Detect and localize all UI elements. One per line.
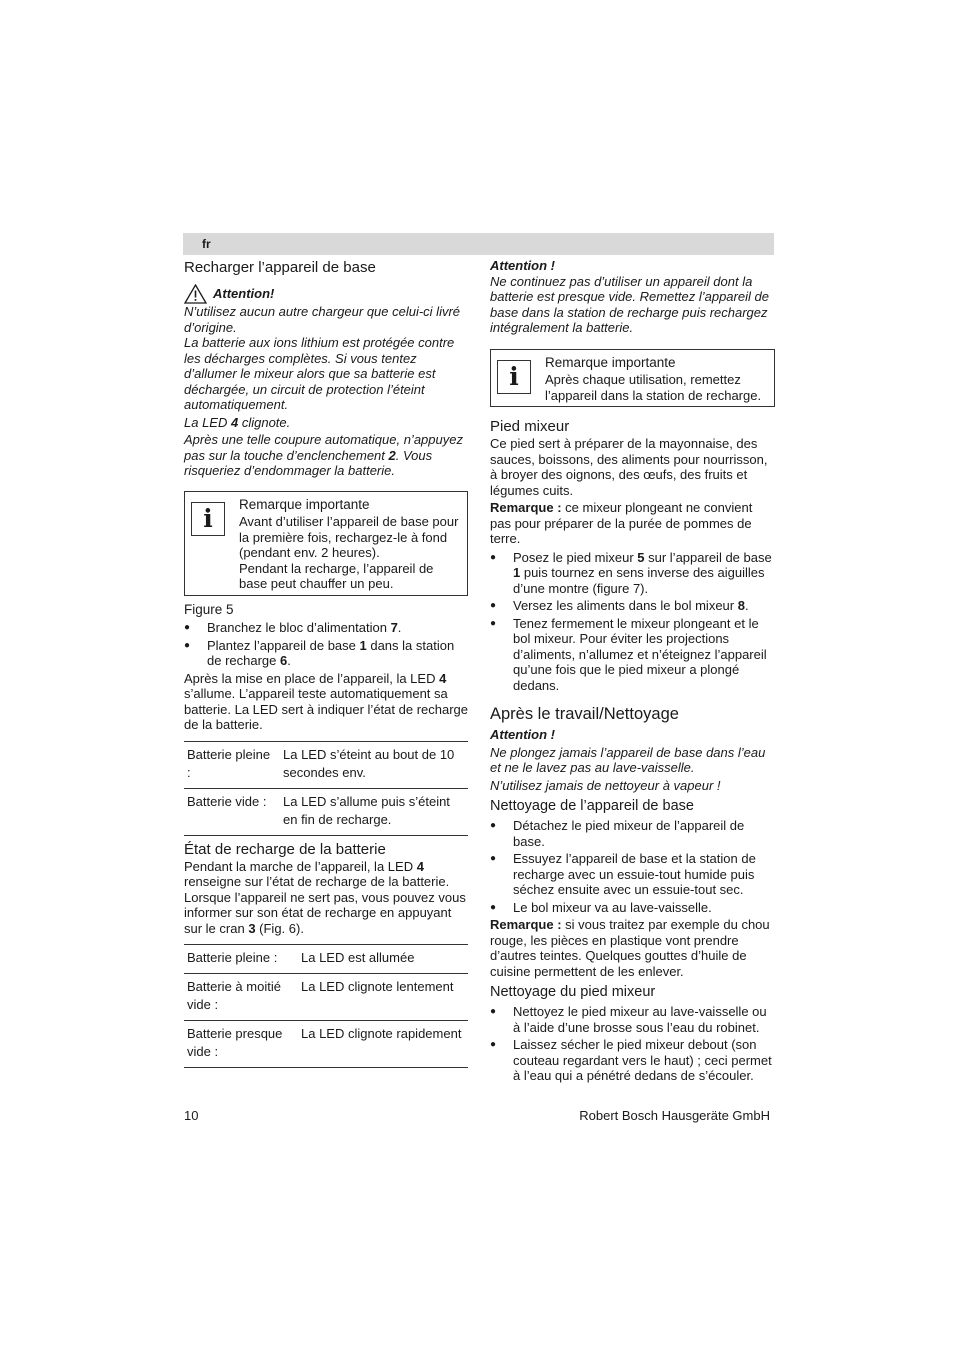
bullet-list [490,818,775,915]
table-cell: La LED s’allume puis s’éteint en fin de recharge. [283,793,450,827]
section-heading-recharge: Recharger l’appareil de base [184,259,376,276]
section-heading-pied: Pied mixeur [490,418,570,435]
table-row [184,788,468,835]
table-cell: La LED s’éteint au bout de 10 secondes env. [283,746,455,780]
table-cell: Batterie presque vide : [187,1026,283,1059]
list-item: ● Tenez fermement le mixeur plongeant et le bol mixeur. Pour éviter les projections d’aliments, n’allumez et n’éteignez l’appareil qu’une fois que le pied mixeur a plongé dedans. [490,616,775,694]
note-text: Avant d’utiliser l’appareil de base pour la première fois, rechargez-le à fond (pendant env. 2 heures). [239,514,459,560]
led-table-state [184,944,468,1068]
left-column [184,258,468,1068]
bullet-list [490,1004,775,1084]
table-row [184,1021,468,1068]
table-cell: La LED clignote lentement [301,979,454,994]
table-row [184,741,468,788]
info-icon: i [191,502,225,536]
bullet-list [184,620,468,669]
attention-label: Attention! [213,286,275,302]
subheading-nettoyage-pied: Nettoyage du pied mixeur [490,984,656,1000]
language-bar [183,233,774,255]
attention-text: Après une telle coupure automatique, n’appuyez pas sur la touche d’enclenchement 2. Vous risqueriez d’endommager la batterie. [184,432,463,478]
table-cell: La LED clignote rapidement [301,1026,462,1041]
table-cell: Batterie vide : [187,793,267,809]
list-item: ● Détachez le pied mixeur de l’appareil de base. [490,818,775,849]
led-table-charging [184,741,468,836]
list-item: ● Versez les aliments dans le bol mixeur 8. [490,598,775,614]
list-item: ● Plantez l’appareil de base 1 dans la station de recharge 6. [184,638,468,669]
paragraph: Après la mise en place de l’appareil, la LED 4 s’allume. L’appareil teste automatiquement sa batterie. La LED sert à indiquer l’état de recharge de la batterie. [184,670,469,732]
table-row [184,945,468,974]
important-note-box [490,349,775,408]
info-icon: i [497,360,531,394]
subheading-nettoyage-base: Nettoyage de l’appareil de base [490,798,694,814]
bullet-list [490,550,775,694]
footer-company: Robert Bosch Hausgeräte GmbH [579,1108,770,1123]
list-item: ● Le bol mixeur va au lave-vaisselle. [490,900,775,916]
attention-text: Ne plongez jamais l’appareil de base dans l’eau et ne le lavez pas au lave-vaisselle. [490,744,766,775]
list-item: ● Branchez le bloc d’alimentation 7. [184,620,468,636]
section-heading-apres: Après le travail/Nettoyage [490,705,679,723]
attention-row [184,284,468,304]
paragraph: Remarque : ce mixeur plongeant ne convient pas pour préparer de la purée de pommes de terre. [490,500,753,546]
important-note-box [184,491,468,596]
attention-label: Attention ! [490,727,555,742]
section-heading-etat: État de recharge de la batterie [184,840,386,858]
list-item: ● Essuyez l’appareil de base et la station de recharge avec un essuie-tout humide puis séchez ensuite avec un essuie-tout sec. [490,851,775,898]
table-row [184,974,468,1021]
attention-text: La LED 4 clignote. [184,414,291,430]
paragraph: Pendant la marche de l’appareil, la LED 4 renseigne sur l’état de recharge de la batterie. Lorsque l’appareil ne sert pas, vous pouvez vous informer sur son état de recharge en appuyant sur le cran 3 (Fig. 6). [184,858,466,936]
note-text: Pendant la recharge, l’appareil de base peut chauffer un peu. [239,560,434,591]
note-text: Après chaque utilisation, remettez l’appareil dans la station de recharge. [545,372,762,403]
figure-label: Figure 5 [184,601,234,617]
attention-text: Ne continuez pas d’utiliser un appareil dont la batterie est presque vide. Remettez l’appareil de base dans la station de recharge puis rechargez intégralement la batterie. [490,273,769,335]
table-cell: Batterie pleine : [187,746,271,780]
list-item: ● Laissez sécher le pied mixeur debout (son couteau regardant vers le haut) ; ceci permet à l’eau qui a pénétré dedans de s’écouler. [490,1037,775,1084]
note-title: Remarque importante [545,354,676,370]
list-item: ● Nettoyez le pied mixeur au lave-vaisselle ou à l’aide d’une brosse sous l’eau du robinet. [490,1004,775,1035]
attention-label: Attention ! [490,258,555,273]
table-cell: Batterie à moitié vide : [187,979,281,1012]
table-cell: Batterie pleine : [187,950,278,965]
attention-text: N’utilisez jamais de nettoyeur à vapeur ! [490,777,721,793]
note-title: Remarque importante [239,496,370,512]
table-cell: La LED est allumée [301,950,415,965]
page-number: 10 [184,1108,199,1123]
warning-triangle-icon [184,284,207,304]
paragraph: Remarque : si vous traitez par exemple du chou rouge, les pièces en plastique vont prendre d’autres teintes. Quelques gouttes d’huile de cuisine permettent de les enlever. [490,917,770,979]
language-code: fr [202,237,211,251]
attention-text: N’utilisez aucun autre chargeur que celui-ci livré d’origine. [184,304,461,335]
attention-text: La batterie aux ions lithium est protégée contre les décharges complètes. Si vous tentez d’allumer le mixeur alors que sa batterie est déchargée, un circuit de protection l’éteint automatiquement. [184,335,455,412]
list-item: ● Posez le pied mixeur 5 sur l’appareil de base 1 puis tournez en sens inverse des aiguilles d’une montre (figure 7). [490,550,775,597]
paragraph: Ce pied sert à préparer de la mayonnaise, des sauces, boissons, des aliments pour nourrisson, à broyer des oignons, des œufs, des fruits et légumes cuits. [490,436,768,498]
right-column [490,258,775,1086]
